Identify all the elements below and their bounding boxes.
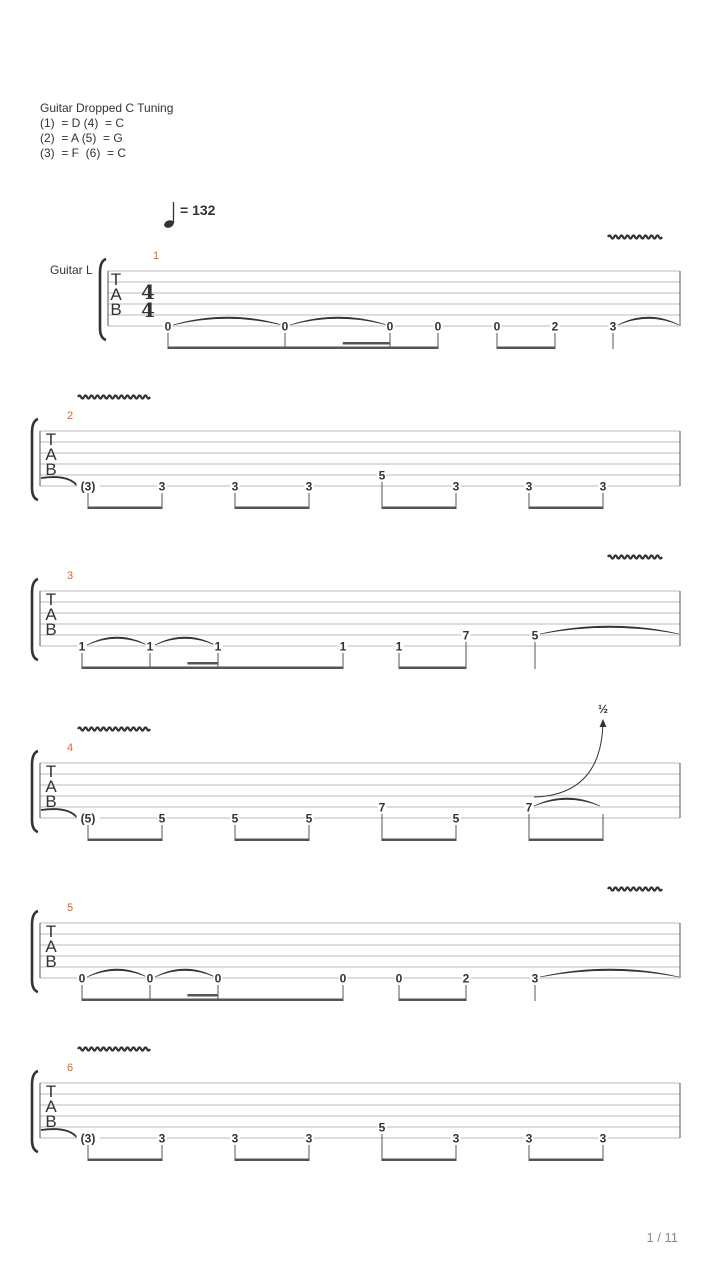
fret-number: 0 xyxy=(214,971,222,986)
tab-clef-letter: B xyxy=(45,620,57,639)
beam xyxy=(382,1159,456,1162)
fret-number: 3 xyxy=(531,971,539,986)
beam xyxy=(218,667,343,670)
system-bracket xyxy=(32,911,38,992)
tab-clef xyxy=(110,270,122,319)
tab-clef-letter: B xyxy=(110,300,122,319)
tab-clef xyxy=(45,590,57,639)
fret-number: 5 xyxy=(378,468,386,483)
note-group xyxy=(164,317,680,349)
tie-arc xyxy=(618,317,679,325)
fret-number: 0 xyxy=(78,971,86,986)
tie-arc xyxy=(155,969,215,977)
beam xyxy=(88,1159,162,1162)
beam xyxy=(399,999,466,1002)
tab-clef-letter: T xyxy=(110,270,122,289)
tab-system-5 xyxy=(32,888,680,1002)
note-group xyxy=(78,969,680,1001)
beam xyxy=(390,347,438,350)
track-label: Guitar L xyxy=(50,263,93,277)
fret-number: 1 xyxy=(395,639,403,654)
tab-clef-letter: T xyxy=(45,1082,57,1101)
beam xyxy=(150,667,218,670)
system-bracket xyxy=(32,1071,38,1152)
tab-system-2 xyxy=(32,396,680,510)
tab-system-3 xyxy=(32,556,680,670)
fret-number: 1 xyxy=(339,639,347,654)
vibrato-mark xyxy=(608,888,662,891)
beam-secondary xyxy=(343,342,390,345)
system-bracket xyxy=(32,419,38,500)
vibrato-mark xyxy=(78,728,150,731)
measure-number: 1 xyxy=(152,250,160,262)
beam xyxy=(529,1159,603,1162)
fret-number: (3) xyxy=(80,1131,96,1146)
tuning-title: Guitar Dropped C Tuning xyxy=(40,101,174,115)
tab-clef xyxy=(45,922,57,971)
fret-number: 3 xyxy=(599,479,607,494)
beam xyxy=(150,999,218,1002)
beam xyxy=(235,507,309,510)
tie-arc xyxy=(540,969,679,977)
bend-mark xyxy=(534,702,608,797)
fret-number: 0 xyxy=(386,319,394,334)
beam-group xyxy=(88,1159,603,1162)
beam xyxy=(285,347,390,350)
fret-number: 5 xyxy=(378,1120,386,1135)
tuning-line-2: (2) = A (5) = G xyxy=(40,131,123,145)
fret-number: 3 xyxy=(609,319,617,334)
fret-number: 0 xyxy=(339,971,347,986)
measure-number: 2 xyxy=(66,410,74,422)
tab-clef-letter: T xyxy=(45,762,57,781)
bend-arrow-icon xyxy=(600,719,607,727)
fret-number: 2 xyxy=(462,971,470,986)
beam-secondary xyxy=(187,662,218,665)
fret-number: 7 xyxy=(462,628,470,643)
fret-number: 5 xyxy=(531,628,539,643)
page-number: 1 / 11 xyxy=(646,1230,678,1245)
beam xyxy=(88,507,162,510)
measure-number: 3 xyxy=(66,570,74,582)
beam xyxy=(382,839,456,842)
measure-number: 5 xyxy=(66,902,74,914)
tie-arc xyxy=(540,626,679,634)
fret-number: 0 xyxy=(281,319,289,334)
beam xyxy=(218,999,343,1002)
vibrato-mark xyxy=(78,1048,150,1051)
beam xyxy=(382,507,456,510)
system-bracket xyxy=(32,579,38,660)
fret-number: 5 xyxy=(452,811,460,826)
fret-number: 3 xyxy=(525,479,533,494)
beam-group xyxy=(82,662,466,669)
tab-clef-letter: B xyxy=(45,1112,57,1131)
time-signature-denominator: 4 xyxy=(141,298,155,322)
note-group xyxy=(77,798,604,841)
beam xyxy=(88,839,162,842)
beam-secondary xyxy=(187,994,218,997)
fret-number: 3 xyxy=(158,479,166,494)
tab-clef xyxy=(45,1082,57,1131)
beam xyxy=(497,347,555,350)
tab-system-6 xyxy=(32,1048,680,1162)
fret-number: 1 xyxy=(214,639,222,654)
fret-number: 3 xyxy=(525,1131,533,1146)
tab-clef-letter: T xyxy=(45,590,57,609)
tab-clef-letter: B xyxy=(45,952,57,971)
fret-number: 3 xyxy=(158,1131,166,1146)
beam xyxy=(529,839,603,842)
tempo-value: = 132 xyxy=(180,202,216,218)
tab-clef-letter: A xyxy=(45,777,57,796)
tie-arc xyxy=(155,637,215,645)
fret-number: 3 xyxy=(305,1131,313,1146)
tab-clef xyxy=(45,430,57,479)
beam-group xyxy=(82,994,466,1001)
tie-arc xyxy=(87,969,147,977)
tab-clef-letter: A xyxy=(45,937,57,956)
beam xyxy=(235,1159,309,1162)
fret-number: 2 xyxy=(551,319,559,334)
tab-clef-letter: A xyxy=(45,1097,57,1116)
fret-number: 0 xyxy=(395,971,403,986)
tab-clef-letter: B xyxy=(45,460,57,479)
beam xyxy=(235,839,309,842)
bend-label: ½ xyxy=(597,702,609,716)
tuning-line-1: (1) = D (4) = C xyxy=(40,116,125,130)
fret-number: 7 xyxy=(525,800,533,815)
system-bracket xyxy=(100,259,106,340)
measure-number: 6 xyxy=(66,1062,74,1074)
fret-number: (3) xyxy=(80,479,96,494)
tie-arc xyxy=(290,317,387,325)
fret-number: 5 xyxy=(158,811,166,826)
fret-number: 0 xyxy=(434,319,442,334)
beam xyxy=(168,347,285,350)
tab-clef-letter: B xyxy=(45,792,57,811)
fret-number: 0 xyxy=(493,319,501,334)
fret-number: 3 xyxy=(599,1131,607,1146)
tie-arc xyxy=(173,317,282,325)
tuning-line-3: (3) = F (6) = C xyxy=(40,146,127,160)
time-signature-numerator: 4 xyxy=(141,280,155,304)
fret-number: 0 xyxy=(146,971,154,986)
tab-clef-letter: T xyxy=(45,922,57,941)
fret-number: 7 xyxy=(378,800,386,815)
fret-number: 1 xyxy=(78,639,86,654)
tie-arc xyxy=(534,798,600,806)
beam xyxy=(82,667,150,670)
fret-number: 1 xyxy=(146,639,154,654)
fret-number: 5 xyxy=(231,811,239,826)
fret-number: (5) xyxy=(80,811,96,826)
beam xyxy=(529,507,603,510)
beam xyxy=(82,999,150,1002)
beam-group xyxy=(88,507,603,510)
tab-system-4 xyxy=(32,702,680,841)
beam-group xyxy=(88,839,603,842)
fret-number: 3 xyxy=(231,1131,239,1146)
beam xyxy=(399,667,466,670)
bend-curve xyxy=(534,721,603,797)
tempo-marking xyxy=(163,202,216,229)
tab-clef-letter: A xyxy=(45,605,57,624)
tab-clef-letter: A xyxy=(110,285,122,304)
fret-number: 3 xyxy=(231,479,239,494)
system-bracket xyxy=(32,751,38,832)
vibrato-mark xyxy=(608,556,662,559)
fret-number: 0 xyxy=(164,319,172,334)
fret-number: 3 xyxy=(305,479,313,494)
tab-clef xyxy=(45,762,57,811)
fret-number: 5 xyxy=(305,811,313,826)
vibrato-mark xyxy=(78,396,150,399)
tab-clef-letter: A xyxy=(45,445,57,464)
tie-arc xyxy=(87,637,147,645)
measure-number: 4 xyxy=(66,742,74,754)
note-group xyxy=(78,626,680,669)
tab-system-1 xyxy=(50,236,680,350)
fret-number: 3 xyxy=(452,1131,460,1146)
vibrato-mark xyxy=(608,236,662,239)
tab-clef-letter: T xyxy=(45,430,57,449)
fret-number: 3 xyxy=(452,479,460,494)
